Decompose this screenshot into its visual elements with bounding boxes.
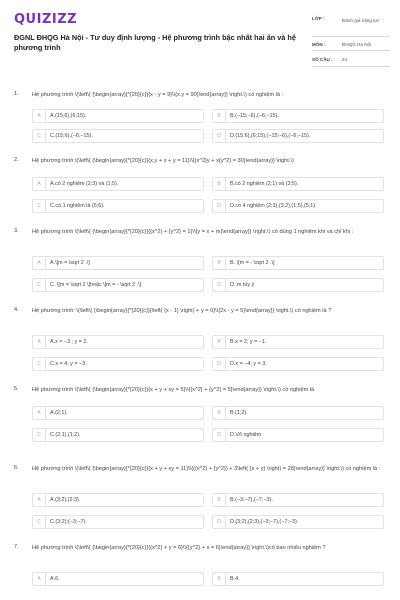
option-letter: D: [213, 130, 226, 142]
option-text: A.(2;1).: [50, 410, 68, 416]
option-text: A.có 2 nghiệm (2;3) và (1;5).: [50, 181, 119, 187]
question-3: [14, 228, 386, 294]
worksheet-title: ĐGNL ĐHQG Hà Nội - Tư duy định lượng - Hệ phương trình bậc nhất hai ẩn và hệ phương trình: [14, 33, 296, 52]
question-text: Hệ phương trình \(\left\{ {\begin{array}{*{20}{c}}{x + y + xy = 5}\\{{x^2} + {y^2} = 5}\end{array}} \right.\) có nghiệm là: [32, 387, 315, 393]
option-b[interactable]: [212, 109, 384, 123]
option-c[interactable]: [32, 357, 204, 371]
option-a[interactable]: [32, 177, 204, 191]
option-text: C. \[m = \sqrt 2 \]hoặc \[m = - \sqrt 2 .\]: [50, 282, 142, 288]
question-6: [14, 465, 386, 531]
option-letter: B: [213, 336, 226, 348]
meta-value: 24: [342, 57, 348, 62]
meta-divider: [312, 36, 390, 37]
option-text: D.x = −4; y = 3.: [230, 361, 267, 367]
option-letter: B: [213, 110, 226, 122]
option-text: A.x = −3 ; y = 2.: [50, 339, 88, 345]
option-letter: B: [213, 407, 226, 419]
question-text: Hệ phương trình \(\left\{ {\begin{array}{*{20}{c}}{x.y + x + y = 11}\\{{x^2}y + x{y^2} = 30}\end{array}} \right.\): [32, 158, 294, 164]
question-number: 7.: [14, 544, 19, 550]
option-a[interactable]: [32, 406, 204, 420]
question-number: 1.: [14, 91, 19, 97]
option-letter: C: [33, 429, 46, 441]
question-text: Hệ phương trình \(\left\{ {\begin{array}{*{20}{c}}{{x^2} + {y^2} = 1}\\{y = x + m}\end{array}} \right.\) có đúng 1 nghiệm khi và chỉ khi :: [32, 229, 354, 235]
option-text: B.(−3;−7),(−7;−3).: [230, 497, 273, 503]
option-d[interactable]: [212, 278, 384, 292]
meta-key: SỐ CÂU :: [312, 57, 333, 62]
question-7: [14, 544, 386, 592]
question-5: [14, 386, 386, 444]
meta-key: LỚP :: [312, 16, 325, 21]
meta-key: MÔN :: [312, 42, 326, 47]
option-letter: B: [213, 257, 226, 269]
option-text: C.(2;1),(1;2).: [50, 432, 81, 438]
option-text: A.(15;6),(6;15).: [50, 113, 87, 119]
meta-divider: [312, 50, 390, 51]
option-b[interactable]: [212, 177, 384, 191]
option-letter: C: [33, 200, 46, 212]
option-c[interactable]: [32, 515, 204, 529]
question-number: 6.: [14, 465, 19, 471]
question-number: 4.: [14, 307, 19, 313]
option-b[interactable]: [212, 406, 384, 420]
option-text: B. \[m = - \sqrt 2 .\]: [230, 260, 275, 266]
option-letter: C: [33, 516, 46, 528]
question-1: [14, 91, 386, 143]
question-text: Hệ phương trình \(\left\{ {\begin{array}{*{20}{c}}{x - y = 9}\\{x.y = 90}\end{array}} \right.\) có nghiệm là :: [32, 92, 284, 98]
option-a[interactable]: [32, 256, 204, 270]
meta-divider: [312, 66, 390, 67]
option-letter: B: [213, 178, 226, 190]
question-text: Hệ phương trình: \(\left\{ {\begin{array}{*{20}{c}}{\left( {x - 1} \right) + y = 0}\\{2x - y = 5}\end{array}} \right.\) có nghiệm là ?: [32, 308, 332, 314]
option-d[interactable]: [212, 129, 384, 143]
option-letter: C: [33, 358, 46, 370]
option-letter: A: [33, 336, 46, 348]
meta-value: Đánh giá năng lực: [342, 18, 380, 23]
option-c[interactable]: [32, 199, 204, 213]
option-text: D. m tùy ý: [230, 282, 255, 288]
question-text: Hệ phương trình \(\left\{ {\begin{array}{*{20}{c}}{x + y + xy = 11}\\{({x^2} + {y^2}) + 3\left( {x + y} \right) = 28}\end{array}} \right.\) có nghiệm là :: [32, 466, 381, 472]
option-letter: D: [213, 279, 226, 291]
question-number: 5.: [14, 386, 19, 392]
option-b[interactable]: [212, 256, 384, 270]
option-d[interactable]: [212, 357, 384, 371]
option-letter: A: [33, 257, 46, 269]
option-text: B.(1;2).: [230, 410, 248, 416]
question-number: 2.: [14, 157, 19, 163]
option-text: C.có 1 nghiệm là (5;6).: [50, 203, 105, 209]
question-text: Hệ phương trình \(\left\{ {\begin{array}{*{20}{c}}{{x^2} + y = 6}\\{{y^2} + x = 6}\end{array}} \right.\)có bao nhiêu nghiệm ?: [32, 545, 326, 551]
question-4: [14, 307, 386, 373]
option-b[interactable]: [212, 572, 384, 586]
worksheet-header: [0, 0, 400, 78]
option-text: C.(3;2);(−3;−7).: [50, 519, 87, 525]
option-letter: D: [213, 429, 226, 441]
option-a[interactable]: [32, 572, 204, 586]
option-letter: C: [33, 130, 46, 142]
option-letter: D: [213, 358, 226, 370]
option-text: D.Vô nghiệm: [230, 432, 262, 438]
option-a[interactable]: [32, 493, 204, 507]
option-text: B.4.: [230, 576, 240, 582]
quizizz-logo: QUIZIZZ: [14, 12, 78, 27]
option-letter: D: [213, 516, 226, 528]
option-text: B.có 2 nghiệm (2;1) và (3;5).: [230, 181, 299, 187]
option-text: C.x = 4; y = −3.: [50, 361, 87, 367]
question-2: [14, 157, 386, 213]
option-text: C.(15;6),(−6;−15).: [50, 133, 93, 139]
option-d[interactable]: [212, 199, 384, 213]
option-letter: A: [33, 110, 46, 122]
option-text: A.\[m = \sqrt 2 .\]: [50, 260, 90, 266]
option-text: D.(3;2),(2;3),(−3;−7),(−7;−3).: [230, 519, 299, 525]
option-c[interactable]: [32, 129, 204, 143]
option-c[interactable]: [32, 278, 204, 292]
option-d[interactable]: [212, 428, 384, 442]
option-text: B.x = 2; y = −1.: [230, 339, 267, 345]
option-b[interactable]: [212, 493, 384, 507]
option-a[interactable]: [32, 109, 204, 123]
option-letter: C: [33, 279, 46, 291]
option-letter: A: [33, 178, 46, 190]
option-text: B.(−15;−6),(−6;−15).: [230, 113, 279, 119]
option-text: D.có 4 nghiệm (2;3),(3;2),(1;5),(5;1).: [230, 203, 317, 209]
option-d[interactable]: [212, 515, 384, 529]
question-number: 3.: [14, 228, 19, 234]
option-letter: A: [33, 573, 46, 585]
option-c[interactable]: [32, 428, 204, 442]
option-b[interactable]: [212, 335, 384, 349]
option-letter: D: [213, 200, 226, 212]
option-letter: A: [33, 494, 46, 506]
option-a[interactable]: [32, 335, 204, 349]
option-letter: B: [213, 494, 226, 506]
option-text: A.6.: [50, 576, 60, 582]
meta-value: ĐHQG Hà Nội: [342, 42, 372, 47]
option-letter: A: [33, 407, 46, 419]
option-text: D.(15;6),(6;15),(−15;−6),(−6;−15).: [230, 133, 311, 139]
option-text: A.(3;2),(2;3).: [50, 497, 81, 503]
option-letter: B: [213, 573, 226, 585]
